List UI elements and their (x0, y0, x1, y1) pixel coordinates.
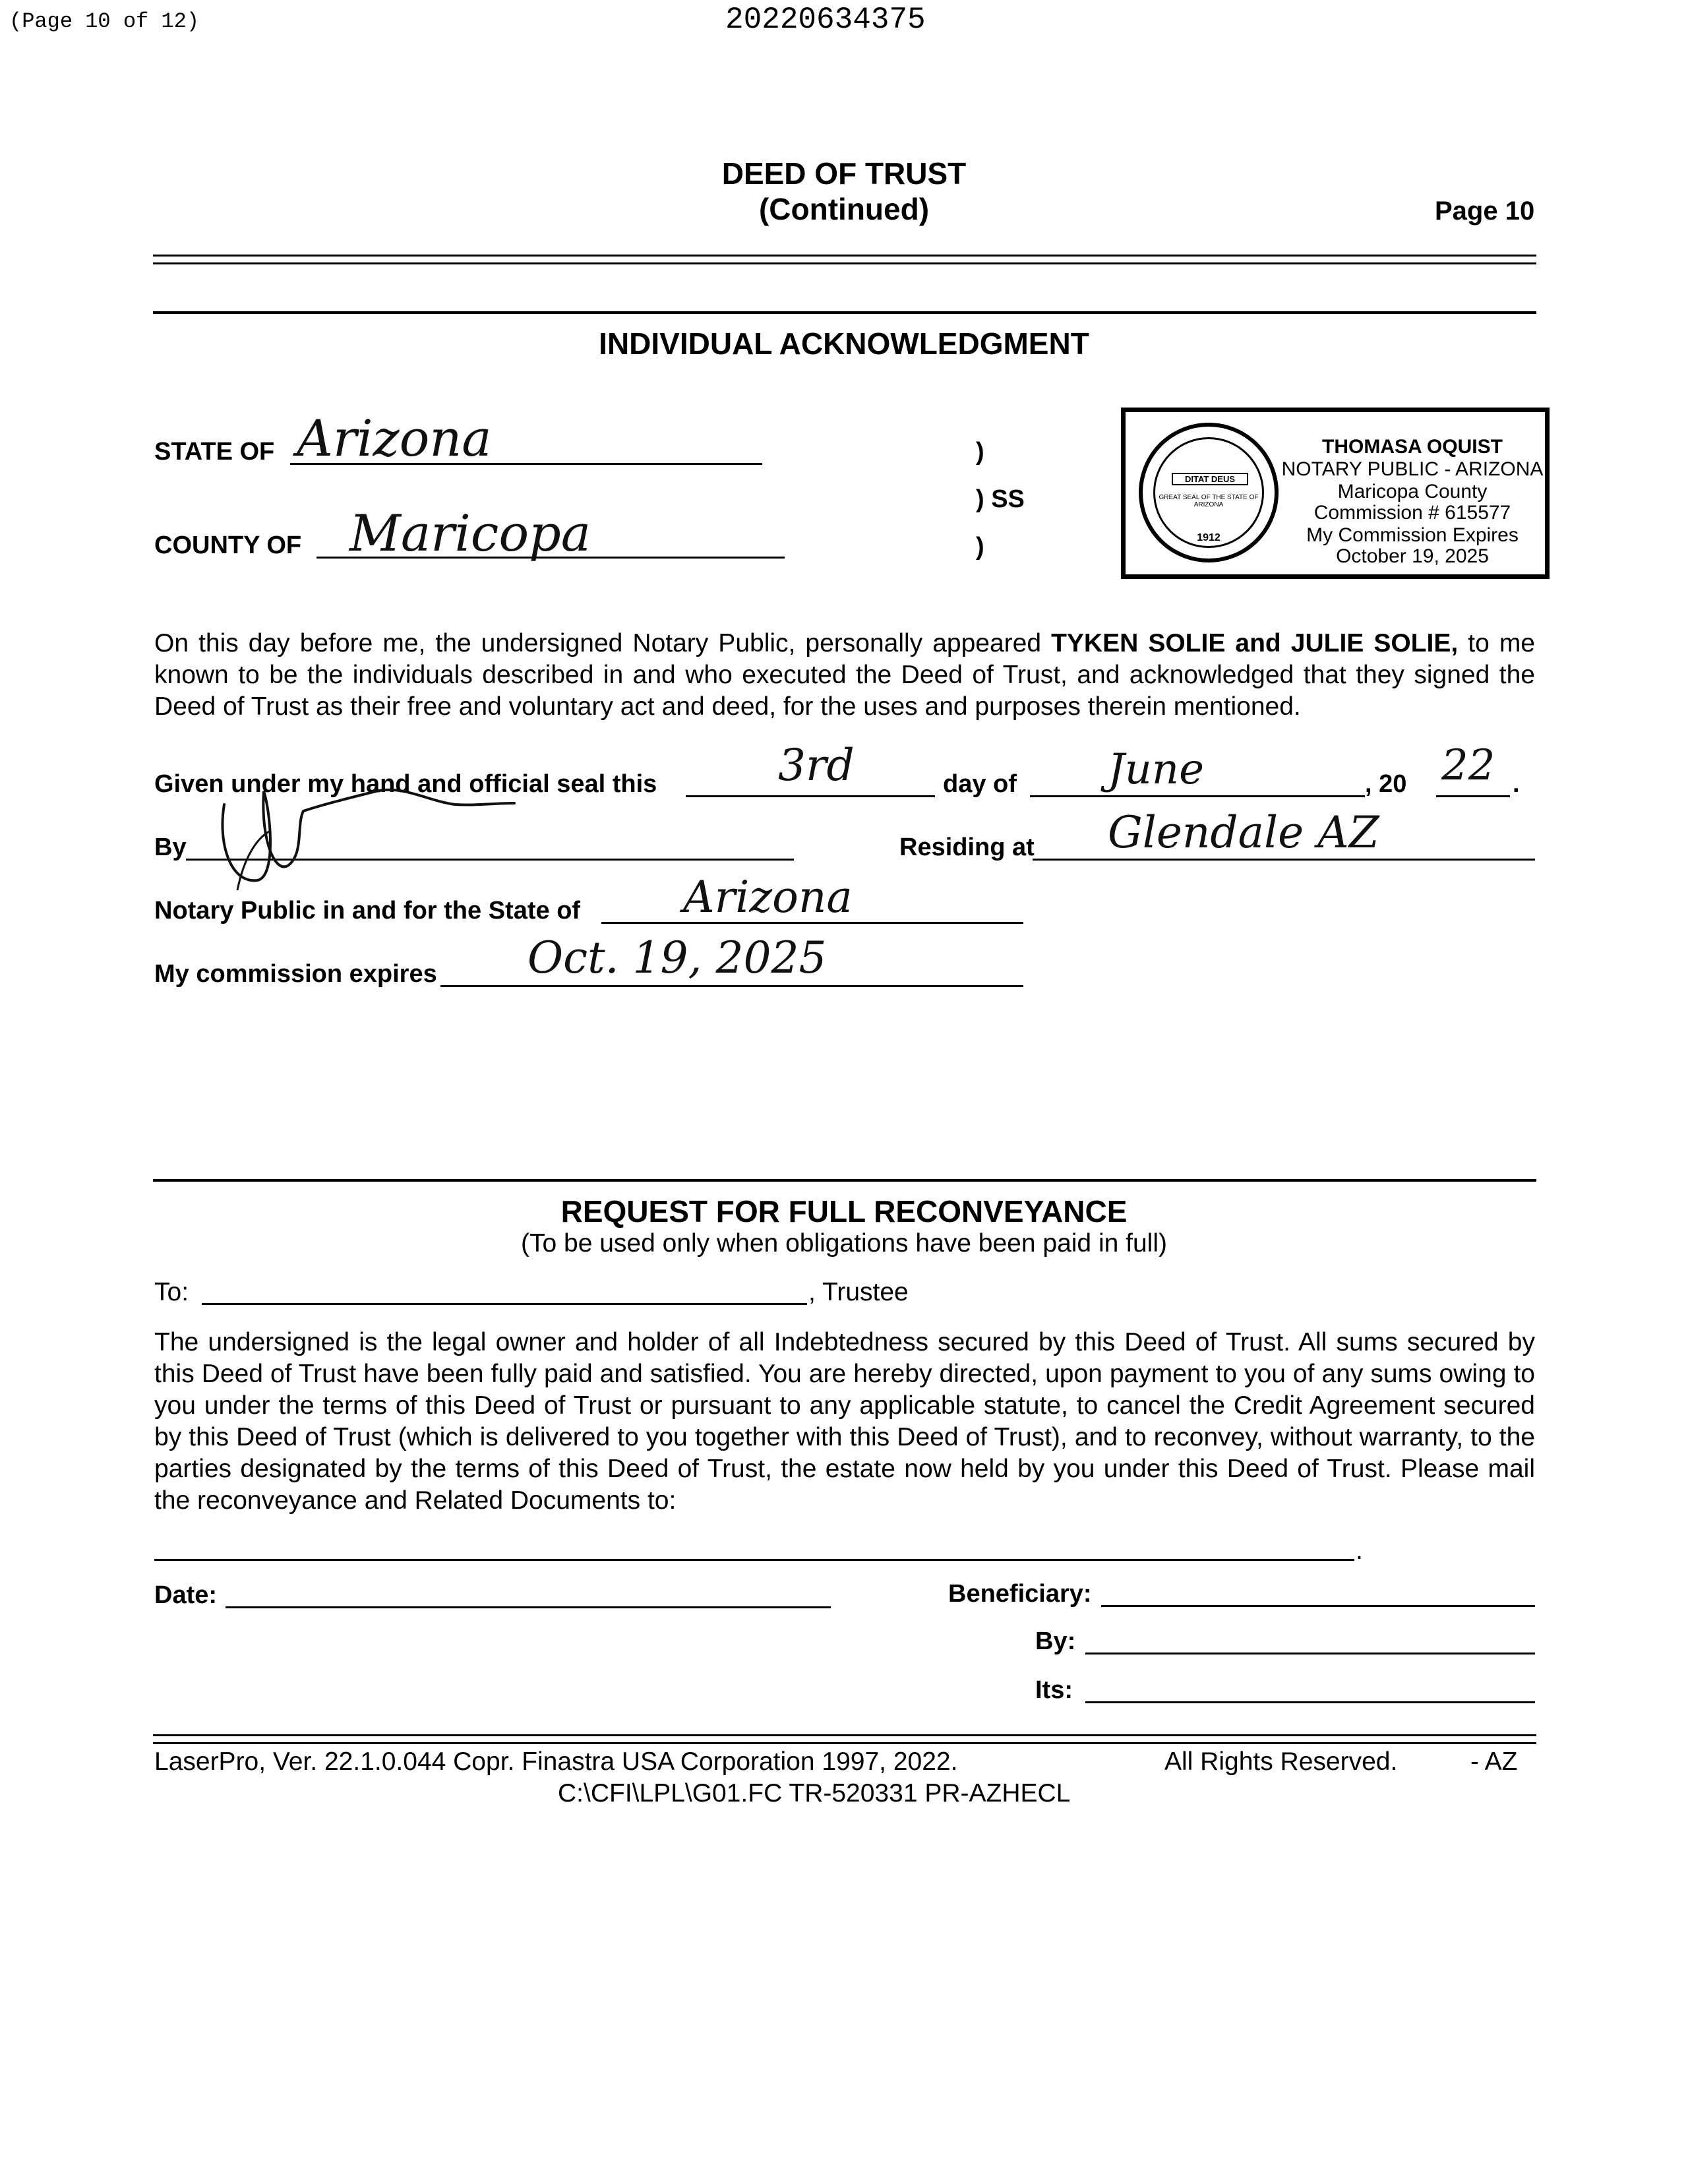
recording-number: 20220634375 (725, 3, 926, 37)
beneficiary-line (1101, 1605, 1535, 1607)
commission-handwritten: Oct. 19, 2025 (528, 932, 827, 983)
residing-handwritten: Glendale AZ (1108, 807, 1379, 858)
reconveyance-subheading: (To be used only when obligations have been paid in full) (521, 1229, 1167, 1258)
notary-state-label: Notary Public in and for the State of (154, 897, 581, 925)
mail-to-period: . (1356, 1536, 1363, 1565)
year-handwritten: 22 (1441, 741, 1495, 790)
paren-3: ) (976, 533, 984, 561)
footer-software: LaserPro, Ver. 22.1.0.044 Copr. Finastra USA Corporation 1997, 2022. (154, 1747, 958, 1776)
seal-year: 1912 (1197, 532, 1221, 543)
notary-state-handwritten: Arizona (683, 872, 853, 923)
month-line (1030, 795, 1365, 797)
footer-file-path: C:\CFI\LPL\G01.FC TR-520331 PR-AZHECL (558, 1779, 1071, 1807)
paragraph-pre: On this day before me, the undersigned Notary Public, personally appeared (154, 629, 1052, 657)
seal-text: GREAT SEAL OF THE STATE OF ARIZONA (1159, 494, 1259, 508)
page-info: (Page 10 of 12) (9, 9, 200, 34)
footer-rule-top (153, 1734, 1536, 1736)
notary-signature (191, 765, 534, 910)
page-label: Page 10 (1435, 197, 1535, 226)
mail-to-line (154, 1559, 1354, 1561)
seal-motto: DITAT DEUS (1172, 473, 1248, 485)
reconveyance-by-line (1085, 1653, 1535, 1654)
stamp-commission: Commission # 615577 (1313, 502, 1511, 524)
given-label: Given under my hand and official seal this (154, 770, 657, 798)
commission-label: My commission expires (154, 960, 437, 988)
month-handwritten: June (1108, 745, 1204, 794)
residing-label: Residing at (899, 834, 1035, 861)
year-prefix: , 20 (1365, 770, 1407, 798)
acknowledgment-paragraph (154, 628, 1535, 723)
reconveyance-by-label: By: (1035, 1627, 1076, 1655)
reconveyance-heading: REQUEST FOR FULL RECONVEYANCE (560, 1194, 1128, 1228)
stamp-name: THOMASA OQUIST (1322, 436, 1503, 458)
year-suffix: . (1513, 770, 1520, 798)
its-line (1085, 1701, 1535, 1703)
date-label: Date: (154, 1581, 218, 1609)
given-day-handwritten: 3rd (778, 740, 855, 791)
document-subtitle: (Continued) (758, 192, 930, 226)
reconveyance-paragraph: The undersigned is the legal owner and holder of all Indebtedness secured by this Deed of Trust. All sums secured by this Deed of Trust have been fully paid and satisfied. You are hereby directed, upon payment to you of any sums owing to you under the terms of this Deed of Trust or pursuant to any applicable statute, to cancel the Credit Agreement secured by this Deed of Trust (which is delivered to you together with this Deed of Trust), and to reconvey, without warranty, to the parties designated by the terms of this Deed of Trust, the estate now held by you under this Deed of Trust. Please mail the reconveyance and Related Documents to: (154, 1328, 1535, 1515)
paren-1: ) (976, 438, 984, 466)
paragraph-post: to me known to be the individuals described in and who executed the Deed of Trust, and acknowledged that they signed the Deed of Trust as their free and voluntary act and deed, for the uses and purposes therein mentioned. (154, 629, 1535, 721)
double-rule-top (153, 255, 1536, 257)
given-day-line (686, 795, 935, 797)
stamp-expires-date: October 19, 2025 (1336, 545, 1489, 567)
county-of-label: COUNTY OF (154, 531, 302, 559)
day-of-label: day of (943, 770, 1017, 798)
notary-stamp (1121, 408, 1550, 579)
trustee-label: , Trustee (808, 1278, 909, 1306)
reconveyance-rule (153, 1179, 1536, 1182)
residing-line (1033, 859, 1535, 861)
notary-seal (1139, 423, 1279, 562)
footer-state: - AZ (1470, 1747, 1518, 1776)
date-line (226, 1606, 831, 1608)
footer-rule-bottom (153, 1742, 1536, 1744)
by-label: By (154, 834, 187, 861)
footer-rights: All Rights Reserved. (1164, 1747, 1398, 1776)
stamp-expires-label: My Commission Expires (1306, 524, 1519, 546)
acknowledgment-heading: INDIVIDUAL ACKNOWLEDGMENT (599, 326, 1089, 361)
beneficiary-label: Beneficiary: (948, 1580, 1092, 1608)
state-of-handwritten: Arizona (297, 409, 492, 468)
signer-names: TYKEN SOLIE and JULIE SOLIE, (1051, 629, 1459, 657)
document-title: DEED OF TRUST (721, 156, 967, 191)
stamp-title: NOTARY PUBLIC - ARIZONA (1281, 458, 1544, 480)
year-line (1436, 795, 1510, 797)
ss-label: ) SS (976, 485, 1025, 513)
state-of-label: STATE OF (154, 438, 275, 466)
to-label: To: (154, 1278, 189, 1306)
stamp-county: Maricopa County (1337, 481, 1488, 502)
county-of-handwritten: Maricopa (349, 504, 591, 562)
commission-line (440, 985, 1023, 987)
section-rule (153, 311, 1536, 314)
trustee-line (202, 1303, 807, 1305)
double-rule-bottom (153, 262, 1536, 264)
its-label: Its: (1035, 1676, 1073, 1704)
